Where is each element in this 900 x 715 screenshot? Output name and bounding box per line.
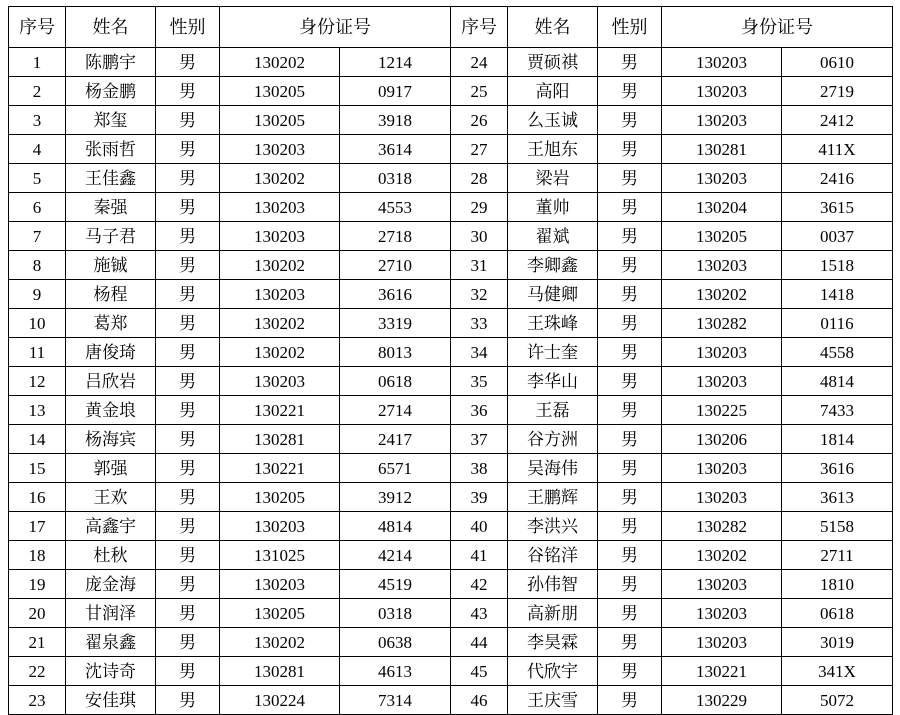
cell-index-left: 3 xyxy=(9,106,66,135)
cell-id-right-b: 3616 xyxy=(782,454,893,483)
cell-index-right: 45 xyxy=(451,657,508,686)
cell-sex-right: 男 xyxy=(598,628,662,657)
cell-name-left: 马子君 xyxy=(66,222,156,251)
cell-id-right-a: 130202 xyxy=(662,280,782,309)
table-row xyxy=(9,106,893,135)
cell-id-left-a: 130202 xyxy=(220,628,340,657)
table-row xyxy=(9,570,893,599)
cell-name-right: 李华山 xyxy=(508,367,598,396)
cell-id-right-b: 0618 xyxy=(782,599,893,628)
cell-index-right: 31 xyxy=(451,251,508,280)
cell-name-right: 高阳 xyxy=(508,77,598,106)
cell-id-right-a: 130203 xyxy=(662,77,782,106)
cell-name-right: 王鹏辉 xyxy=(508,483,598,512)
cell-name-right: 么玉诚 xyxy=(508,106,598,135)
cell-index-right: 27 xyxy=(451,135,508,164)
cell-index-left: 22 xyxy=(9,657,66,686)
table-row xyxy=(9,251,893,280)
cell-name-right: 王磊 xyxy=(508,396,598,425)
cell-id-left-b: 2417 xyxy=(340,425,451,454)
header-name-right: 姓名 xyxy=(508,7,598,48)
cell-id-left-b: 7314 xyxy=(340,686,451,715)
cell-id-left-b: 0638 xyxy=(340,628,451,657)
cell-index-right: 33 xyxy=(451,309,508,338)
cell-index-left: 17 xyxy=(9,512,66,541)
cell-name-left: 郭强 xyxy=(66,454,156,483)
cell-sex-right: 男 xyxy=(598,425,662,454)
cell-index-right: 43 xyxy=(451,599,508,628)
cell-id-left-a: 130205 xyxy=(220,77,340,106)
cell-sex-left: 男 xyxy=(156,309,220,338)
cell-id-right-b: 4814 xyxy=(782,367,893,396)
cell-sex-right: 男 xyxy=(598,396,662,425)
cell-id-right-a: 130203 xyxy=(662,164,782,193)
cell-index-right: 36 xyxy=(451,396,508,425)
table-row xyxy=(9,367,893,396)
cell-name-right: 谷方洲 xyxy=(508,425,598,454)
cell-id-right-a: 130205 xyxy=(662,222,782,251)
cell-id-left-b: 6571 xyxy=(340,454,451,483)
cell-sex-left: 男 xyxy=(156,106,220,135)
cell-sex-right: 男 xyxy=(598,512,662,541)
table-row xyxy=(9,657,893,686)
cell-index-right: 26 xyxy=(451,106,508,135)
cell-name-left: 杜秋 xyxy=(66,541,156,570)
cell-name-left: 秦强 xyxy=(66,193,156,222)
cell-sex-left: 男 xyxy=(156,251,220,280)
cell-id-left-a: 130203 xyxy=(220,367,340,396)
cell-index-left: 11 xyxy=(9,338,66,367)
table-row xyxy=(9,77,893,106)
cell-id-left-b: 0917 xyxy=(340,77,451,106)
cell-name-right: 高新朋 xyxy=(508,599,598,628)
cell-sex-right: 男 xyxy=(598,77,662,106)
cell-id-left-b: 3616 xyxy=(340,280,451,309)
cell-index-right: 46 xyxy=(451,686,508,715)
cell-id-left-b: 4214 xyxy=(340,541,451,570)
header-index-left: 序号 xyxy=(9,7,66,48)
header-id-left: 身份证号 xyxy=(220,7,451,48)
cell-name-left: 施铖 xyxy=(66,251,156,280)
cell-id-right-b: 3613 xyxy=(782,483,893,512)
cell-sex-right: 男 xyxy=(598,454,662,483)
roster-table xyxy=(8,6,893,715)
cell-index-right: 38 xyxy=(451,454,508,483)
cell-name-right: 翟斌 xyxy=(508,222,598,251)
cell-id-right-a: 130203 xyxy=(662,48,782,77)
cell-sex-right: 男 xyxy=(598,541,662,570)
cell-index-right: 37 xyxy=(451,425,508,454)
cell-id-right-b: 5158 xyxy=(782,512,893,541)
cell-name-left: 唐俊琦 xyxy=(66,338,156,367)
cell-id-left-a: 130203 xyxy=(220,135,340,164)
cell-id-right-a: 130204 xyxy=(662,193,782,222)
table-row xyxy=(9,541,893,570)
cell-id-left-b: 4553 xyxy=(340,193,451,222)
cell-id-right-a: 130203 xyxy=(662,570,782,599)
cell-name-left: 沈诗奇 xyxy=(66,657,156,686)
cell-index-left: 18 xyxy=(9,541,66,570)
cell-id-left-a: 130281 xyxy=(220,657,340,686)
cell-id-left-a: 130203 xyxy=(220,193,340,222)
cell-sex-left: 男 xyxy=(156,686,220,715)
cell-sex-right: 男 xyxy=(598,338,662,367)
cell-index-left: 16 xyxy=(9,483,66,512)
cell-id-right-b: 7433 xyxy=(782,396,893,425)
cell-name-left: 甘润泽 xyxy=(66,599,156,628)
table-row xyxy=(9,454,893,483)
cell-sex-left: 男 xyxy=(156,367,220,396)
cell-id-left-a: 130203 xyxy=(220,512,340,541)
cell-id-left-a: 130203 xyxy=(220,280,340,309)
cell-sex-right: 男 xyxy=(598,483,662,512)
cell-id-left-b: 3319 xyxy=(340,309,451,338)
cell-index-left: 8 xyxy=(9,251,66,280)
cell-id-right-b: 2711 xyxy=(782,541,893,570)
cell-id-right-a: 130203 xyxy=(662,251,782,280)
cell-id-right-a: 130281 xyxy=(662,135,782,164)
cell-id-right-a: 130202 xyxy=(662,541,782,570)
cell-sex-left: 男 xyxy=(156,193,220,222)
cell-id-right-b: 4558 xyxy=(782,338,893,367)
cell-id-right-a: 130282 xyxy=(662,512,782,541)
table-row xyxy=(9,483,893,512)
cell-index-left: 10 xyxy=(9,309,66,338)
cell-sex-right: 男 xyxy=(598,367,662,396)
cell-index-left: 9 xyxy=(9,280,66,309)
cell-sex-left: 男 xyxy=(156,48,220,77)
cell-sex-left: 男 xyxy=(156,338,220,367)
cell-id-left-a: 130202 xyxy=(220,251,340,280)
cell-name-right: 李卿鑫 xyxy=(508,251,598,280)
cell-name-right: 贾硕祺 xyxy=(508,48,598,77)
cell-index-left: 21 xyxy=(9,628,66,657)
cell-id-left-a: 130224 xyxy=(220,686,340,715)
cell-index-right: 29 xyxy=(451,193,508,222)
cell-id-right-a: 130203 xyxy=(662,338,782,367)
cell-id-left-a: 130202 xyxy=(220,309,340,338)
table-body xyxy=(9,48,893,715)
cell-name-right: 董帅 xyxy=(508,193,598,222)
cell-id-right-a: 130203 xyxy=(662,483,782,512)
cell-name-left: 郑玺 xyxy=(66,106,156,135)
cell-id-right-b: 1810 xyxy=(782,570,893,599)
cell-sex-right: 男 xyxy=(598,657,662,686)
cell-index-left: 19 xyxy=(9,570,66,599)
cell-name-left: 杨程 xyxy=(66,280,156,309)
cell-sex-right: 男 xyxy=(598,106,662,135)
cell-index-left: 14 xyxy=(9,425,66,454)
cell-index-left: 4 xyxy=(9,135,66,164)
cell-index-left: 12 xyxy=(9,367,66,396)
cell-id-left-b: 0618 xyxy=(340,367,451,396)
cell-sex-right: 男 xyxy=(598,251,662,280)
cell-name-left: 王欢 xyxy=(66,483,156,512)
cell-id-right-a: 130203 xyxy=(662,106,782,135)
cell-name-left: 葛郑 xyxy=(66,309,156,338)
cell-sex-right: 男 xyxy=(598,222,662,251)
cell-id-right-a: 130203 xyxy=(662,367,782,396)
cell-id-right-a: 130203 xyxy=(662,599,782,628)
table-header xyxy=(9,7,893,48)
cell-id-left-a: 130205 xyxy=(220,483,340,512)
cell-id-left-b: 2714 xyxy=(340,396,451,425)
cell-name-left: 王佳鑫 xyxy=(66,164,156,193)
cell-index-right: 41 xyxy=(451,541,508,570)
cell-index-right: 28 xyxy=(451,164,508,193)
cell-id-left-a: 130221 xyxy=(220,454,340,483)
cell-id-right-a: 130203 xyxy=(662,454,782,483)
cell-index-left: 5 xyxy=(9,164,66,193)
cell-sex-left: 男 xyxy=(156,222,220,251)
header-row xyxy=(9,7,893,48)
table-row xyxy=(9,338,893,367)
cell-index-right: 35 xyxy=(451,367,508,396)
cell-id-left-a: 130205 xyxy=(220,599,340,628)
cell-index-left: 20 xyxy=(9,599,66,628)
cell-id-right-b: 1418 xyxy=(782,280,893,309)
cell-index-left: 7 xyxy=(9,222,66,251)
cell-index-right: 24 xyxy=(451,48,508,77)
cell-id-left-a: 130221 xyxy=(220,396,340,425)
cell-id-right-a: 130229 xyxy=(662,686,782,715)
cell-sex-left: 男 xyxy=(156,657,220,686)
cell-id-left-b: 2718 xyxy=(340,222,451,251)
cell-sex-left: 男 xyxy=(156,77,220,106)
cell-sex-left: 男 xyxy=(156,483,220,512)
cell-id-right-a: 130221 xyxy=(662,657,782,686)
cell-id-right-a: 130282 xyxy=(662,309,782,338)
cell-name-right: 马健卿 xyxy=(508,280,598,309)
cell-name-right: 谷铭洋 xyxy=(508,541,598,570)
cell-name-left: 杨海宾 xyxy=(66,425,156,454)
cell-index-right: 32 xyxy=(451,280,508,309)
cell-id-left-b: 0318 xyxy=(340,599,451,628)
cell-sex-left: 男 xyxy=(156,599,220,628)
cell-name-right: 李洪兴 xyxy=(508,512,598,541)
cell-sex-left: 男 xyxy=(156,396,220,425)
cell-index-left: 15 xyxy=(9,454,66,483)
cell-id-left-b: 3614 xyxy=(340,135,451,164)
cell-index-left: 6 xyxy=(9,193,66,222)
cell-sex-left: 男 xyxy=(156,425,220,454)
cell-name-left: 安佳琪 xyxy=(66,686,156,715)
cell-index-right: 39 xyxy=(451,483,508,512)
cell-id-left-b: 3912 xyxy=(340,483,451,512)
cell-name-left: 杨金鹏 xyxy=(66,77,156,106)
table-row xyxy=(9,48,893,77)
cell-id-left-b: 3918 xyxy=(340,106,451,135)
cell-sex-left: 男 xyxy=(156,280,220,309)
header-sex-right: 性别 xyxy=(598,7,662,48)
table-row xyxy=(9,512,893,541)
header-index-right: 序号 xyxy=(451,7,508,48)
cell-name-right: 许士奎 xyxy=(508,338,598,367)
cell-sex-right: 男 xyxy=(598,570,662,599)
cell-index-left: 13 xyxy=(9,396,66,425)
cell-id-right-b: 3615 xyxy=(782,193,893,222)
header-name-left: 姓名 xyxy=(66,7,156,48)
cell-name-right: 吴海伟 xyxy=(508,454,598,483)
cell-id-right-a: 130225 xyxy=(662,396,782,425)
cell-sex-right: 男 xyxy=(598,193,662,222)
cell-index-right: 25 xyxy=(451,77,508,106)
cell-sex-left: 男 xyxy=(156,164,220,193)
cell-index-left: 2 xyxy=(9,77,66,106)
table-row xyxy=(9,164,893,193)
cell-sex-right: 男 xyxy=(598,686,662,715)
cell-id-left-a: 130202 xyxy=(220,48,340,77)
table-row xyxy=(9,280,893,309)
cell-index-right: 30 xyxy=(451,222,508,251)
cell-id-right-b: 2416 xyxy=(782,164,893,193)
table-row xyxy=(9,193,893,222)
cell-sex-left: 男 xyxy=(156,570,220,599)
cell-sex-right: 男 xyxy=(598,599,662,628)
table-row xyxy=(9,396,893,425)
cell-id-right-b: 5072 xyxy=(782,686,893,715)
cell-id-left-b: 4519 xyxy=(340,570,451,599)
cell-index-right: 44 xyxy=(451,628,508,657)
cell-id-left-b: 8013 xyxy=(340,338,451,367)
header-id-right: 身份证号 xyxy=(662,7,893,48)
cell-sex-left: 男 xyxy=(156,628,220,657)
cell-sex-left: 男 xyxy=(156,541,220,570)
cell-id-left-a: 131025 xyxy=(220,541,340,570)
cell-name-right: 王庆雪 xyxy=(508,686,598,715)
table-row xyxy=(9,599,893,628)
cell-id-right-b: 0037 xyxy=(782,222,893,251)
table-row xyxy=(9,686,893,715)
cell-id-right-b: 411X xyxy=(782,135,893,164)
cell-id-right-b: 3019 xyxy=(782,628,893,657)
cell-name-right: 王旭东 xyxy=(508,135,598,164)
cell-id-right-b: 0610 xyxy=(782,48,893,77)
cell-id-right-a: 130206 xyxy=(662,425,782,454)
cell-sex-right: 男 xyxy=(598,280,662,309)
cell-index-right: 40 xyxy=(451,512,508,541)
cell-sex-right: 男 xyxy=(598,164,662,193)
cell-id-right-b: 1518 xyxy=(782,251,893,280)
cell-id-left-b: 4613 xyxy=(340,657,451,686)
cell-sex-right: 男 xyxy=(598,309,662,338)
cell-name-right: 孙伟智 xyxy=(508,570,598,599)
cell-id-right-b: 341X xyxy=(782,657,893,686)
cell-name-left: 庞金海 xyxy=(66,570,156,599)
cell-id-right-b: 0116 xyxy=(782,309,893,338)
cell-name-right: 李昊霖 xyxy=(508,628,598,657)
cell-id-left-a: 130205 xyxy=(220,106,340,135)
cell-sex-left: 男 xyxy=(156,454,220,483)
cell-id-left-b: 2710 xyxy=(340,251,451,280)
table-row xyxy=(9,135,893,164)
cell-index-left: 1 xyxy=(9,48,66,77)
cell-id-left-b: 4814 xyxy=(340,512,451,541)
cell-sex-right: 男 xyxy=(598,48,662,77)
cell-id-left-a: 130202 xyxy=(220,338,340,367)
cell-name-left: 陈鹏宇 xyxy=(66,48,156,77)
cell-index-right: 34 xyxy=(451,338,508,367)
cell-id-left-a: 130281 xyxy=(220,425,340,454)
cell-name-left: 高鑫宇 xyxy=(66,512,156,541)
cell-id-right-b: 2412 xyxy=(782,106,893,135)
cell-name-left: 张雨哲 xyxy=(66,135,156,164)
cell-name-right: 梁岩 xyxy=(508,164,598,193)
cell-name-left: 翟泉鑫 xyxy=(66,628,156,657)
cell-sex-left: 男 xyxy=(156,135,220,164)
cell-name-left: 黄金埌 xyxy=(66,396,156,425)
cell-id-right-a: 130203 xyxy=(662,628,782,657)
cell-id-left-a: 130202 xyxy=(220,164,340,193)
cell-sex-left: 男 xyxy=(156,512,220,541)
cell-id-left-b: 1214 xyxy=(340,48,451,77)
header-sex-left: 性别 xyxy=(156,7,220,48)
table-row xyxy=(9,425,893,454)
table-row xyxy=(9,309,893,338)
table-row xyxy=(9,222,893,251)
cell-id-left-b: 0318 xyxy=(340,164,451,193)
cell-id-right-b: 1814 xyxy=(782,425,893,454)
cell-id-left-a: 130203 xyxy=(220,222,340,251)
cell-sex-right: 男 xyxy=(598,135,662,164)
cell-index-right: 42 xyxy=(451,570,508,599)
cell-name-right: 王珠峰 xyxy=(508,309,598,338)
cell-id-right-b: 2719 xyxy=(782,77,893,106)
cell-name-left: 吕欣岩 xyxy=(66,367,156,396)
cell-name-right: 代欣宇 xyxy=(508,657,598,686)
cell-id-left-a: 130203 xyxy=(220,570,340,599)
table-row xyxy=(9,628,893,657)
cell-index-left: 23 xyxy=(9,686,66,715)
